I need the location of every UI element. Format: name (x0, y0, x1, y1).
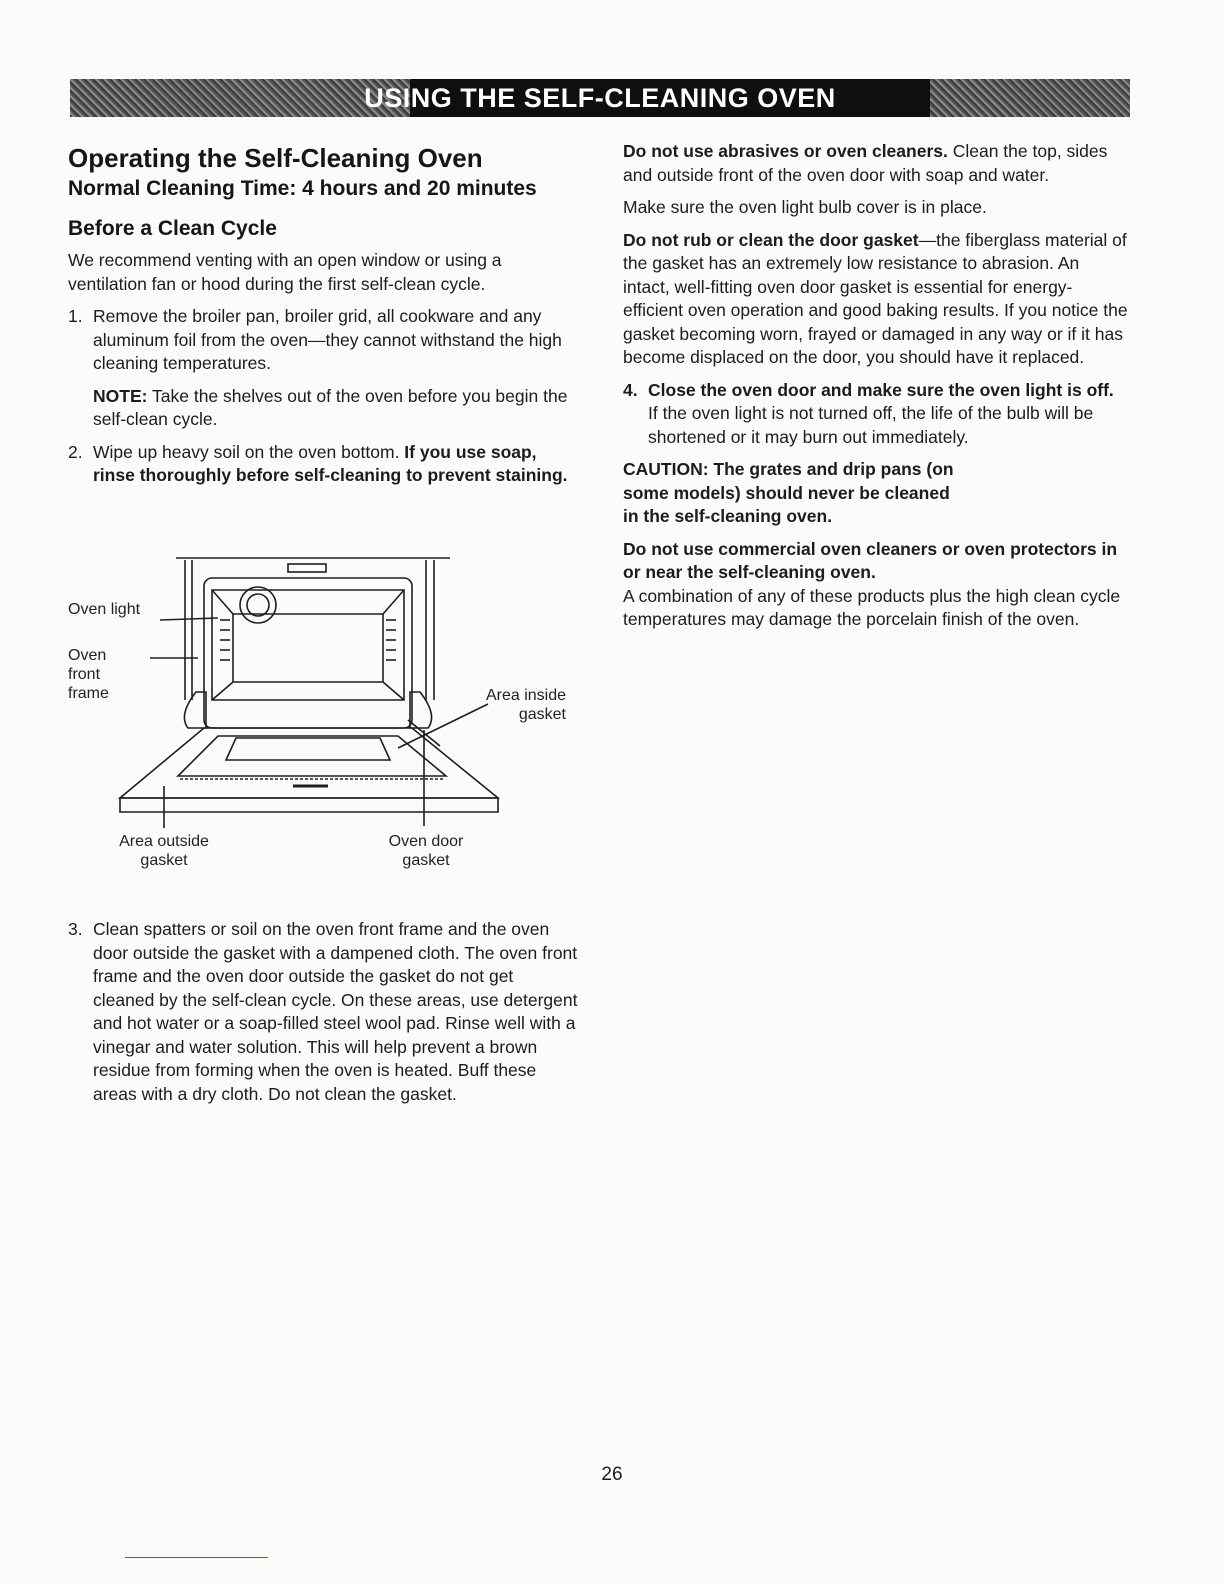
abrasives-warning: Do not use abrasives or oven cleaners. (623, 141, 948, 161)
list-item-3 (68, 918, 578, 1106)
label-line: front (68, 666, 101, 683)
list-item-2 (68, 441, 578, 488)
oven-diagram (68, 550, 588, 880)
gasket-warning: Do not rub or clean the door gasket (623, 229, 919, 250)
label-oven-front-frame (68, 646, 109, 703)
label-area-outside-gasket (114, 832, 214, 870)
list-text: Remove the broiler pan, broiler grid, all cookware and any aluminum foil from the oven—they cannot withstand the high cleaning temperatures. (93, 306, 562, 373)
abrasives-text: Clean the top, sides and outside front of the oven door with soap and water. (623, 141, 1108, 185)
section-banner (70, 79, 1130, 117)
gasket-text: —the fiberglass material of the gasket has an extremely low resistance to abrasion. An intact, well-fitting oven door gasket is essential for energy-efficient oven operation and good baking results. If you notice the gasket becoming worn, frayed or damaged in any way or if it has become displaced on the door, you should have it replaced. (623, 229, 1128, 367)
list-text (648, 379, 1128, 450)
label-line: Oven (68, 647, 107, 664)
note-text: Take the shelves out of the oven before you begin the self-clean cycle. (93, 385, 568, 429)
section-heading: Before a Clean Cycle (68, 217, 277, 240)
commercial-cleaners-warning: Do not use commercial oven cleaners or oven protectors in or near the self-cleaning oven. (623, 538, 1118, 582)
list-text-plain: If the oven light is not turned off, the life of the bulb will be shortened or it may burn out immediately. (648, 403, 1094, 447)
cleaning-time-subtitle: Normal Cleaning Time: 4 hours and 20 minutes (68, 177, 537, 200)
label-line: Area inside (485, 687, 566, 704)
label-line: gasket (518, 706, 566, 723)
commercial-cleaners-paragraph (623, 538, 1128, 632)
caution-line: in the self-cleaning oven. (623, 506, 833, 526)
label-line: Area outside (119, 833, 209, 850)
gasket-paragraph (623, 229, 1128, 370)
list-text-plain: Wipe up heavy soil on the oven bottom. (93, 441, 405, 462)
label-line: gasket (140, 852, 188, 869)
caution-line: CAUTION: The grates and drip pans (on (623, 459, 954, 479)
bulb-cover-paragraph: Make sure the oven light bulb cover is in place. (623, 197, 987, 217)
left-column (68, 140, 578, 497)
page-title: Operating the Self-Cleaning Oven (68, 143, 483, 173)
list-item-3-block (68, 918, 578, 1115)
label-line: Oven door (388, 833, 464, 850)
commercial-cleaners-text: A combination of any of these products plus the high clean cycle temperatures may damage the porcelain finish of the oven. (623, 585, 1121, 629)
footer-rule (125, 1557, 268, 1558)
list-number: 2. (68, 441, 83, 462)
list-number: 1. (68, 306, 83, 326)
caution-line: some models) should never be cleaned (623, 482, 950, 503)
list-number: 4. (623, 379, 638, 400)
list-item-4 (623, 379, 1128, 450)
label-line: gasket (402, 852, 450, 869)
list-text-bold: If you use soap, rinse thoroughly before self-cleaning to prevent staining. (93, 441, 568, 485)
list-text-bold: Close the oven door and make sure the oven light is off. (648, 379, 1114, 400)
label-oven-light: Oven light (68, 601, 141, 618)
list-number: 3. (68, 919, 83, 939)
list-text (93, 441, 578, 488)
note-paragraph (93, 385, 578, 432)
intro-paragraph: We recommend venting with an open window or using a ventilation fan or hood during the first self-clean cycle. (68, 250, 502, 294)
list-item-1 (68, 305, 578, 376)
caution-paragraph (623, 458, 1128, 529)
page-number: 26 (601, 1464, 623, 1485)
abrasives-paragraph (623, 140, 1128, 187)
label-oven-door-gasket (378, 832, 474, 870)
label-line: frame (68, 685, 109, 702)
right-column (623, 140, 1128, 641)
list-text: Clean spatters or soil on the oven front frame and the oven door outside the gasket with a dampened cloth. The oven front frame and the oven door outside the gasket do not get cleaned by the self-clean cycle. On these areas, use detergent and hot water or a soap-filled steel wool pad. Rinse well with a vinegar and water solution. This will help prevent a brown residue from forming when the oven is heated. Buff these areas with a dry cloth. Do not clean the gasket. (93, 919, 578, 1104)
label-area-inside-gasket (476, 686, 566, 724)
banner-title: USING THE SELF-CLEANING OVEN (364, 83, 836, 113)
note-label: NOTE: (93, 385, 148, 406)
